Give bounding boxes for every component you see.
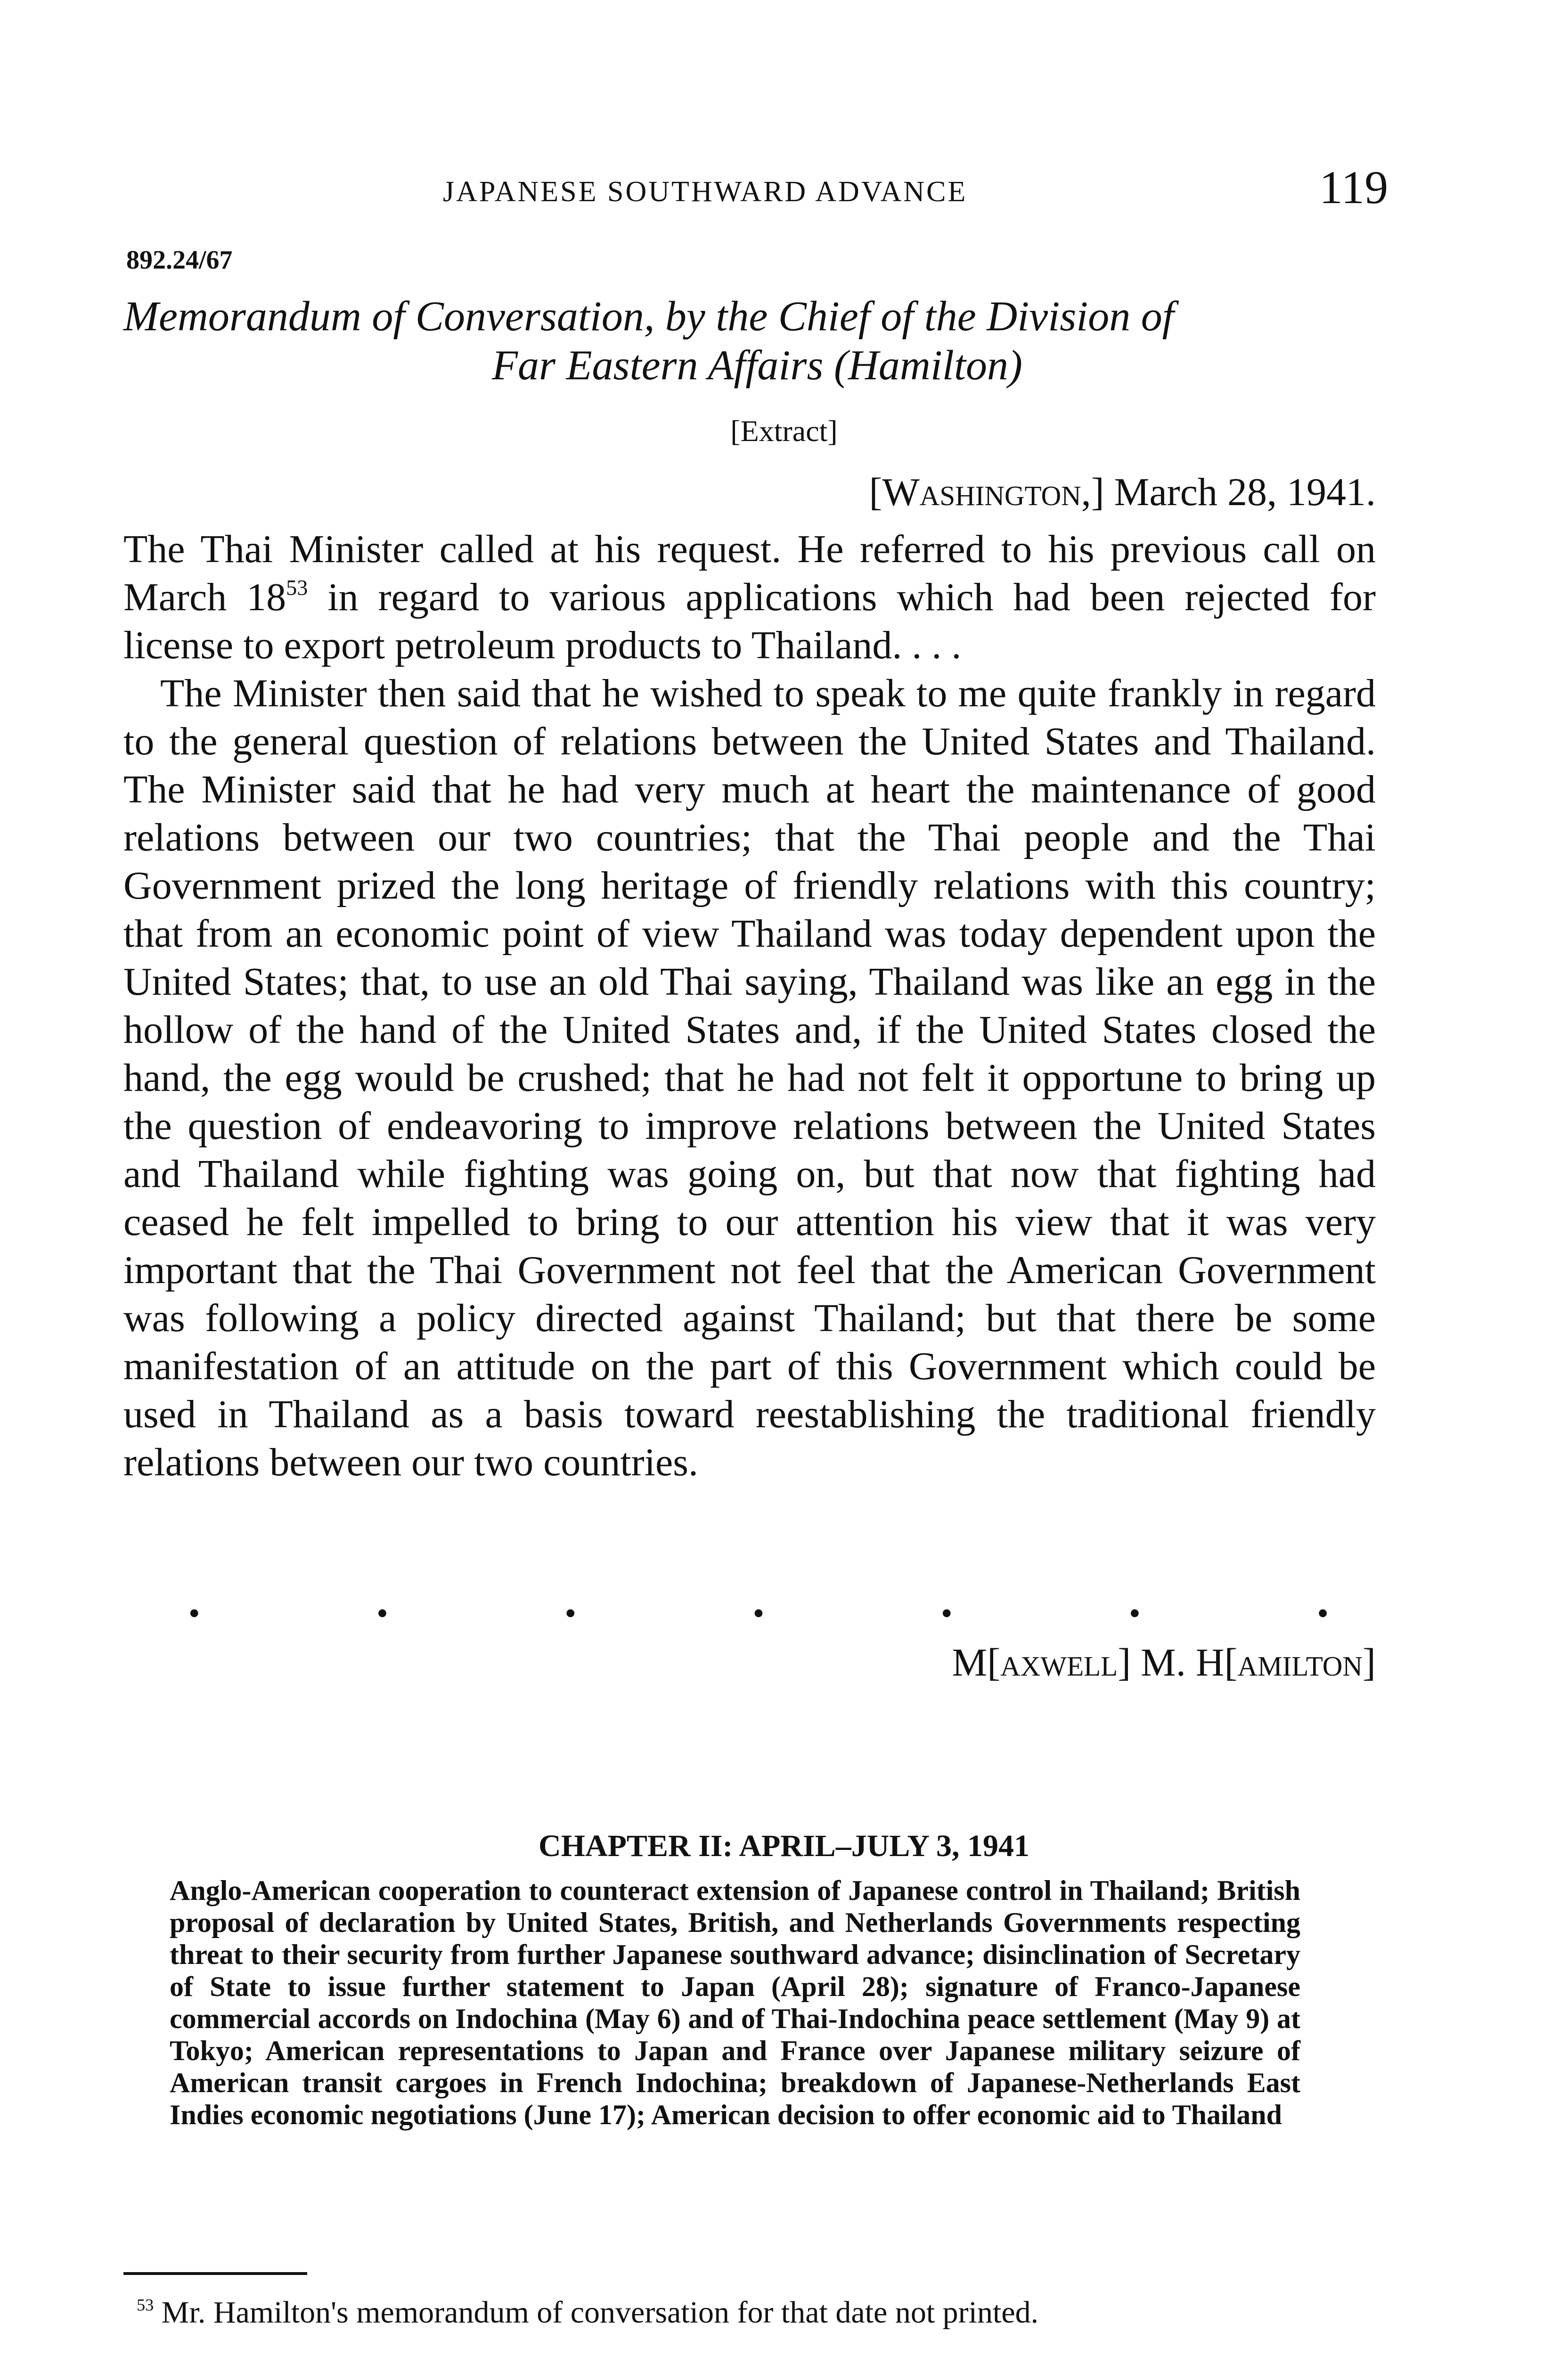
omission-dot: •	[752, 1595, 765, 1632]
paragraph-1-part-b: in regard to various applications which had been rejected for license to export petroleum products to Thailand. . . .	[123, 575, 1376, 667]
footnote-reference: 53	[286, 575, 308, 600]
omission-dot: •	[564, 1595, 576, 1632]
running-title: JAPANESE SOUTHWARD ADVANCE	[443, 176, 968, 208]
extract-label: [Extract]	[730, 414, 838, 448]
footnote-text: Mr. Hamilton's memorandum of conversation for that date not printed.	[161, 2295, 1039, 2330]
dateline	[726, 469, 1376, 515]
paragraph-1	[123, 525, 1376, 670]
omission-dots	[188, 1595, 1329, 1633]
omission-dot: •	[1317, 1595, 1329, 1632]
footnote	[137, 2295, 1362, 2331]
memo-title-line2: Far Eastern Affairs (Hamilton)	[492, 342, 1022, 389]
dateline-place: [Washington,]	[869, 470, 1104, 514]
paragraph-1-part-a: The Thai Minister called at his request. He referred to his previous call on March 18	[123, 527, 1376, 619]
footnote-divider	[123, 2272, 307, 2275]
memo-title-line1: Memorandum of Conversation, by the Chief of the Division of	[123, 293, 1174, 340]
signature: M[axwell] M. H[amilton]	[952, 1641, 1376, 1685]
omission-dot: •	[1129, 1595, 1141, 1632]
dateline-date: March 28, 1941.	[1114, 470, 1376, 514]
file-number: 892.24/67	[126, 245, 233, 275]
omission-dot: •	[376, 1595, 388, 1632]
omission-dot: •	[188, 1595, 200, 1632]
page-number: 119	[1319, 161, 1388, 213]
memo-body	[123, 525, 1376, 1487]
omission-dot: •	[940, 1595, 953, 1632]
footnote-marker: 53	[137, 2295, 154, 2315]
paragraph-2: The Minister then said that he wished to speak to me quite frankly in regard to the general question of relations between the United States and Thailand. The Minister said that he had very much at heart the maintenance of good relations between our two countries; that the Thai people and the Thai Government prized the long heritage of friendly relations with this country; that from an economic point of view Thailand was today dependent upon the United States; that, to use an old Thai saying, Thailand was like an egg in the hollow of the hand of the United States and, if the United States closed the hand, the egg would be crushed; that he had not felt it opportune to bring up the question of endeavoring to improve relations between the United States and Thailand while fighting was going on, but that now that fighting had ceased he felt impelled to bring to our attention his view that it was very important that the Thai Government not feel that the American Government was following a policy directed against Thailand; but that there be some manifestation of an attitude on the part of this Government which could be used in Thailand as a basis toward reestablishing the traditional friendly relations between our two countries.	[123, 671, 1376, 1484]
memo-title	[123, 292, 1391, 390]
chapter-heading: CHAPTER II: APRIL–JULY 3, 1941	[538, 1829, 1030, 1863]
chapter-summary: Anglo-American cooperation to counteract extension of Japanese control in Thailand; British proposal of declaration by United States, British, and Netherlands Governments respecting threat to their security from further Japanese southward advance; disinclination of Secretary of State to issue further statement to Japan (April 28); signature of Franco-Japanese commercial accords on Indochina (May 6) and of Thai-Indochina peace settlement (May 9) at Tokyo; American representations to Japan and France over Japanese military seizure of American transit cargoes in French Indochina; breakdown of Japanese-Netherlands East Indies economic negotiations (June 17); American decision to offer economic aid to Thailand	[170, 1875, 1300, 2130]
